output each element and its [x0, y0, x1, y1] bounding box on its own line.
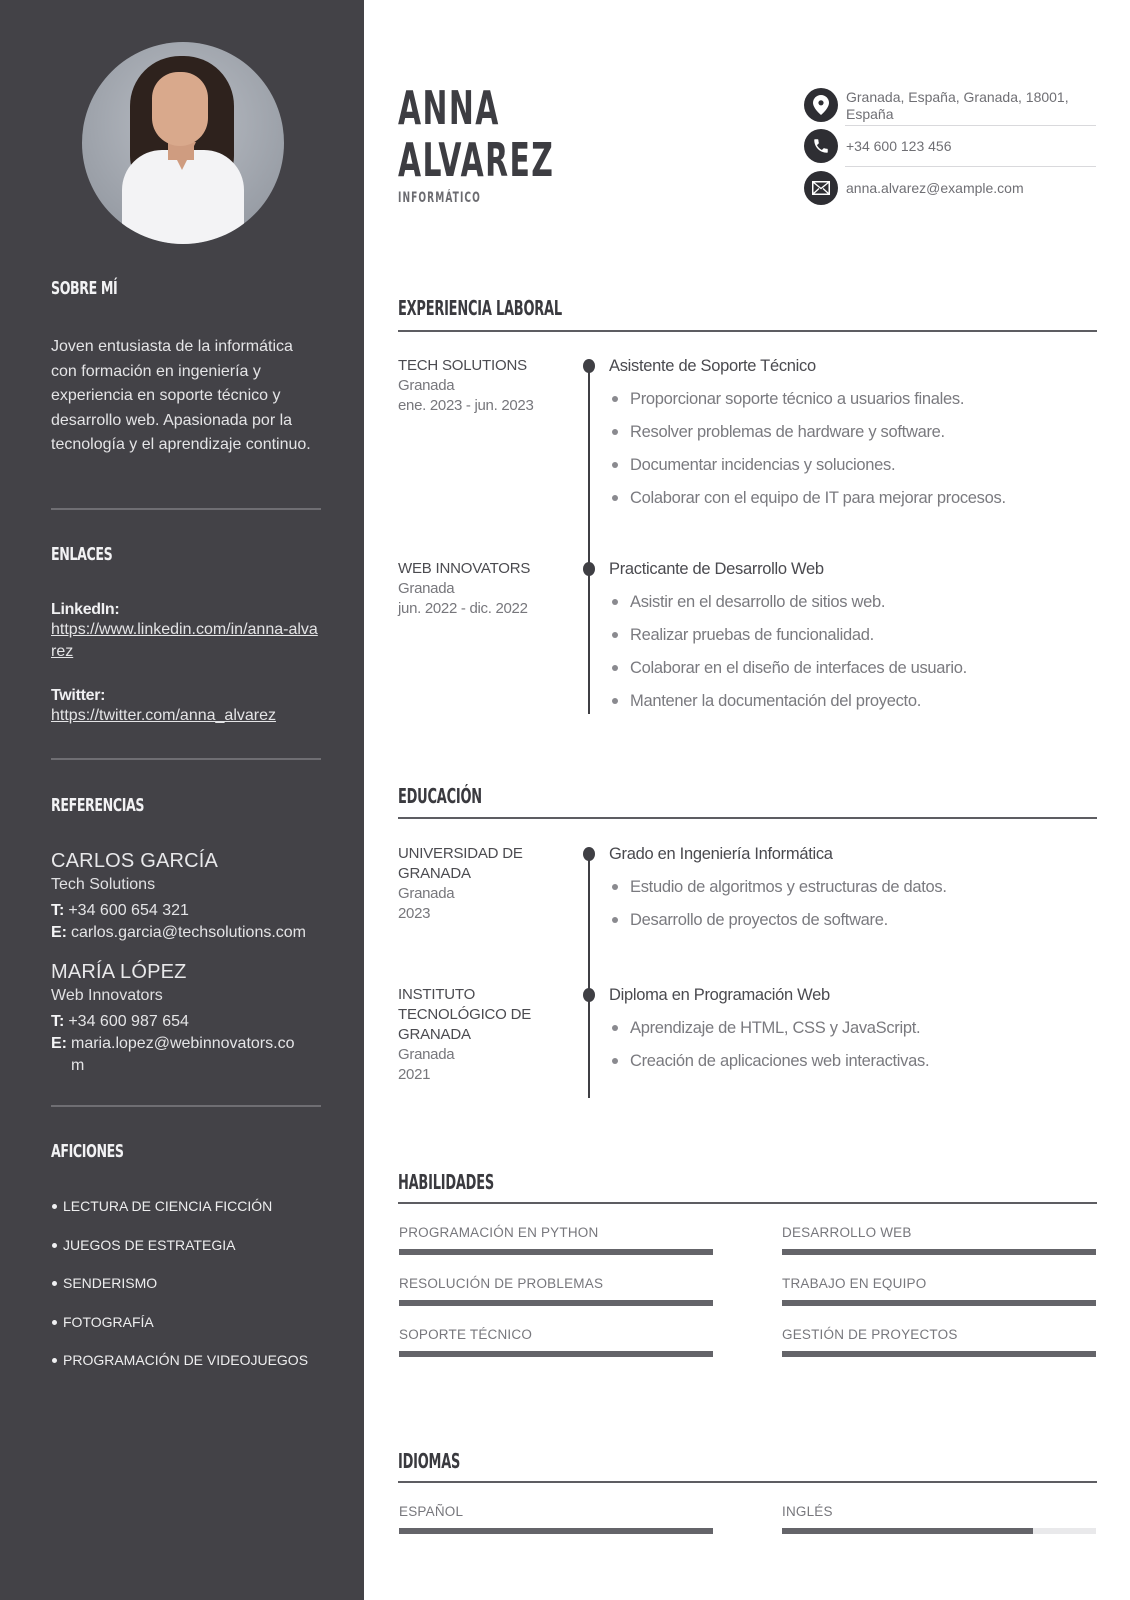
bullet-text: Colaborar en el diseño de interfaces de usuario. — [630, 659, 967, 677]
bullet-text: Colaborar con el equipo de IT para mejorar procesos. — [630, 489, 1006, 507]
about-text: Joven entusiasta de la informática con formación en ingeniería y experiencia en soporte técnico y desarrollo web. Apasionada por la tecnología y el aprendizaje continuo. — [51, 338, 311, 453]
hobby-label: PROGRAMACIÓN DE VIDEOJUEGOS — [63, 1352, 309, 1368]
bullet-icon — [612, 632, 618, 638]
skill-bar-fill — [782, 1300, 1096, 1306]
experience-title: EXPERIENCIA LABORAL — [398, 296, 562, 320]
education-detail — [609, 844, 1099, 943]
bullet-text: Asistir en el desarrollo de sitios web. — [630, 593, 886, 611]
photo-face — [152, 72, 208, 146]
education-year: 2021 — [398, 1066, 431, 1083]
profile-photo — [82, 42, 284, 244]
timeline-dot — [583, 359, 595, 373]
phone-icon — [804, 129, 838, 163]
reference-item — [51, 848, 321, 944]
language-label: INGLÉS — [782, 1504, 833, 1519]
bullet-icon — [52, 1204, 57, 1209]
education-bullet — [609, 910, 1099, 930]
job-location: Granada — [398, 377, 455, 394]
reference-name: MARÍA LÓPEZ — [51, 961, 187, 983]
link-twitter — [51, 687, 321, 727]
about-section — [51, 278, 321, 299]
sidebar-divider — [51, 758, 321, 760]
envelope-icon — [804, 171, 838, 205]
photo-collar — [168, 142, 196, 170]
job-bullet — [609, 658, 1099, 678]
twitter-label: Twitter: — [51, 687, 106, 704]
language-bar-fill — [782, 1528, 1033, 1534]
location-pin-icon — [804, 88, 838, 122]
hobbies-title: AFICIONES — [51, 1141, 124, 1162]
bullet-icon — [612, 396, 618, 402]
hobby-label: SENDERISMO — [63, 1275, 158, 1291]
timeline-dot — [583, 847, 595, 861]
section-divider — [398, 1481, 1097, 1483]
skill-bar — [399, 1300, 713, 1306]
bullet-icon — [52, 1243, 57, 1248]
experience-meta — [398, 559, 568, 619]
skill-bar — [399, 1249, 713, 1255]
bullet-icon — [612, 698, 618, 704]
skill-bar — [782, 1249, 1096, 1255]
last-name: ALVAREZ — [398, 133, 555, 187]
hobby-item — [51, 1196, 321, 1235]
bullet-text: Realizar pruebas de funcionalidad. — [630, 626, 874, 644]
skill-label: DESARROLLO WEB — [782, 1225, 912, 1240]
email-label: E: — [51, 1035, 67, 1052]
job-bullet — [609, 691, 1099, 711]
phone-label: T: — [51, 902, 65, 919]
reference-company: Tech Solutions — [51, 876, 156, 893]
skill-label: PROGRAMACIÓN EN PYTHON — [399, 1225, 599, 1240]
education-bullet — [609, 877, 1099, 897]
education-year: 2023 — [398, 905, 431, 922]
bullet-icon — [612, 917, 618, 923]
institution-name: INSTITUTO TECNOLÓGICO DE GRANADA — [398, 986, 532, 1043]
contact-divider — [845, 166, 1096, 167]
languages-title: IDIOMAS — [398, 1449, 461, 1473]
skill-label: GESTIÓN DE PROYECTOS — [782, 1327, 958, 1342]
sidebar — [0, 0, 364, 1600]
contact-phone — [804, 129, 1096, 163]
reference-name: CARLOS GARCÍA — [51, 850, 219, 872]
bullet-icon — [612, 599, 618, 605]
education-timeline — [588, 850, 590, 1098]
company-name: WEB INNOVATORS — [398, 560, 531, 577]
address-text: Granada, España, Granada, 18001, España — [846, 89, 1069, 122]
contact-address — [804, 88, 1096, 123]
hobby-item — [51, 1273, 321, 1312]
experience-detail — [609, 559, 1099, 724]
job-title: Practicante de Desarrollo Web — [609, 560, 824, 578]
education-meta — [398, 985, 548, 1085]
institution-name: UNIVERSIDAD DE GRANADA — [398, 845, 523, 882]
reference-email — [51, 1033, 321, 1077]
sidebar-divider — [51, 1105, 321, 1107]
section-divider — [398, 817, 1097, 819]
job-location: Granada — [398, 580, 455, 597]
hobby-item — [51, 1350, 321, 1389]
phone-value: +34 600 987 654 — [68, 1013, 189, 1030]
email-text[interactable]: anna.alvarez@example.com — [846, 180, 1024, 196]
skill-item — [782, 1325, 1096, 1357]
bullet-icon — [612, 884, 618, 890]
language-bar-fill — [399, 1528, 713, 1534]
skill-bar-fill — [399, 1300, 713, 1306]
job-bullet — [609, 389, 1099, 409]
about-title: SOBRE MÍ — [51, 278, 118, 299]
reference-item — [51, 959, 321, 1077]
link-linkedin — [51, 601, 321, 663]
skill-item — [399, 1223, 713, 1255]
skill-label: RESOLUCIÓN DE PROBLEMAS — [399, 1276, 604, 1291]
first-name: ANNA — [398, 81, 500, 135]
sidebar-divider — [51, 508, 321, 510]
contact-email — [804, 171, 1096, 205]
language-item — [399, 1502, 713, 1534]
bullet-icon — [52, 1358, 57, 1363]
skill-bar — [399, 1351, 713, 1357]
hobby-label: LECTURA DE CIENCIA FICCIÓN — [63, 1198, 273, 1214]
language-item — [782, 1502, 1096, 1534]
bullet-text: Creación de aplicaciones web interactivas. — [630, 1052, 930, 1070]
job-dates: jun. 2022 - dic. 2022 — [398, 600, 528, 617]
bullet-icon — [612, 462, 618, 468]
job-bullet — [609, 488, 1099, 508]
skill-label: TRABAJO EN EQUIPO — [782, 1276, 927, 1291]
phone-label: T: — [51, 1013, 65, 1030]
bullet-icon — [612, 1058, 618, 1064]
hobby-item — [51, 1312, 321, 1351]
bullet-text: Documentar incidencias y soluciones. — [630, 456, 896, 474]
contact-divider — [845, 125, 1096, 126]
skill-item — [782, 1223, 1096, 1255]
section-divider — [398, 1202, 1097, 1204]
timeline-dot — [583, 988, 595, 1002]
reference-email — [51, 922, 321, 944]
skill-bar — [782, 1351, 1096, 1357]
job-title: Asistente de Soporte Técnico — [609, 357, 816, 375]
skill-bar-fill — [782, 1351, 1096, 1357]
twitter-url[interactable]: https://twitter.com/anna_alvarez — [51, 707, 276, 724]
bullet-icon — [612, 665, 618, 671]
reference-phone — [51, 1011, 321, 1033]
bullet-text: Estudio de algoritmos y estructuras de datos. — [630, 878, 947, 896]
bullet-text: Proporcionar soporte técnico a usuarios finales. — [630, 390, 965, 408]
experience-timeline — [588, 362, 590, 714]
email-value: carlos.garcia@techsolutions.com — [71, 924, 307, 941]
bullet-icon — [612, 495, 618, 501]
hobby-label: JUEGOS DE ESTRATEGIA — [63, 1236, 236, 1253]
full-name — [398, 82, 554, 186]
links-section — [51, 544, 321, 565]
linkedin-url[interactable]: https://www.linkedin.com/in/anna-alvarez — [51, 621, 318, 660]
reference-company: Web Innovators — [51, 987, 163, 1004]
phone-text: +34 600 123 456 — [846, 138, 952, 154]
experience-meta — [398, 356, 568, 416]
email-value: maria.lopez@webinnovators.com — [71, 1035, 295, 1074]
education-detail — [609, 985, 1099, 1084]
skill-item — [782, 1274, 1096, 1306]
education-title: EDUCACIÓN — [398, 784, 482, 808]
section-divider — [398, 330, 1097, 332]
hobbies-section — [51, 1141, 321, 1162]
job-bullet — [609, 625, 1099, 645]
bullet-text: Desarrollo de proyectos de software. — [630, 911, 888, 929]
bullet-text: Aprendizaje de HTML, CSS y JavaScript. — [630, 1019, 921, 1037]
bullet-icon — [612, 1025, 618, 1031]
skill-item — [399, 1325, 713, 1357]
education-bullet — [609, 1018, 1099, 1038]
skills-title: HABILIDADES — [398, 1170, 494, 1194]
job-role: INFORMÁTICO — [398, 190, 481, 206]
timeline-dot — [583, 562, 595, 576]
language-label: ESPAÑOL — [399, 1504, 464, 1519]
education-location: Granada — [398, 1046, 455, 1063]
hobbies-list — [51, 1196, 321, 1389]
skill-label: SOPORTE TÉCNICO — [399, 1327, 533, 1342]
bullet-text: Mantener la documentación del proyecto. — [630, 692, 921, 710]
bullet-icon — [612, 429, 618, 435]
skill-bar — [782, 1300, 1096, 1306]
bullet-icon — [52, 1281, 57, 1286]
skill-bar-fill — [399, 1351, 713, 1357]
references-title: REFERENCIAS — [51, 795, 145, 816]
skill-bar-fill — [782, 1249, 1096, 1255]
reference-phone — [51, 900, 321, 922]
links-title: ENLACES — [51, 544, 113, 565]
education-meta — [398, 844, 548, 924]
degree-title: Grado en Ingeniería Informática — [609, 845, 833, 863]
job-dates: ene. 2023 - jun. 2023 — [398, 397, 534, 414]
skill-bar-fill — [399, 1249, 713, 1255]
skill-item — [399, 1274, 713, 1306]
language-bar — [782, 1528, 1096, 1534]
job-bullet — [609, 422, 1099, 442]
bullet-text: Resolver problemas de hardware y software. — [630, 423, 945, 441]
email-label: E: — [51, 924, 67, 941]
experience-detail — [609, 356, 1099, 521]
bullet-icon — [52, 1320, 57, 1325]
company-name: TECH SOLUTIONS — [398, 357, 527, 374]
hobby-item — [51, 1235, 321, 1274]
education-location: Granada — [398, 885, 455, 902]
language-bar — [399, 1528, 713, 1534]
linkedin-label: LinkedIn: — [51, 601, 120, 618]
education-bullet — [609, 1051, 1099, 1071]
job-bullet — [609, 455, 1099, 475]
hobby-label: FOTOGRAFÍA — [63, 1313, 154, 1330]
references-section — [51, 795, 321, 816]
phone-value: +34 600 654 321 — [68, 902, 189, 919]
job-bullet — [609, 592, 1099, 612]
degree-title: Diploma en Programación Web — [609, 986, 830, 1004]
